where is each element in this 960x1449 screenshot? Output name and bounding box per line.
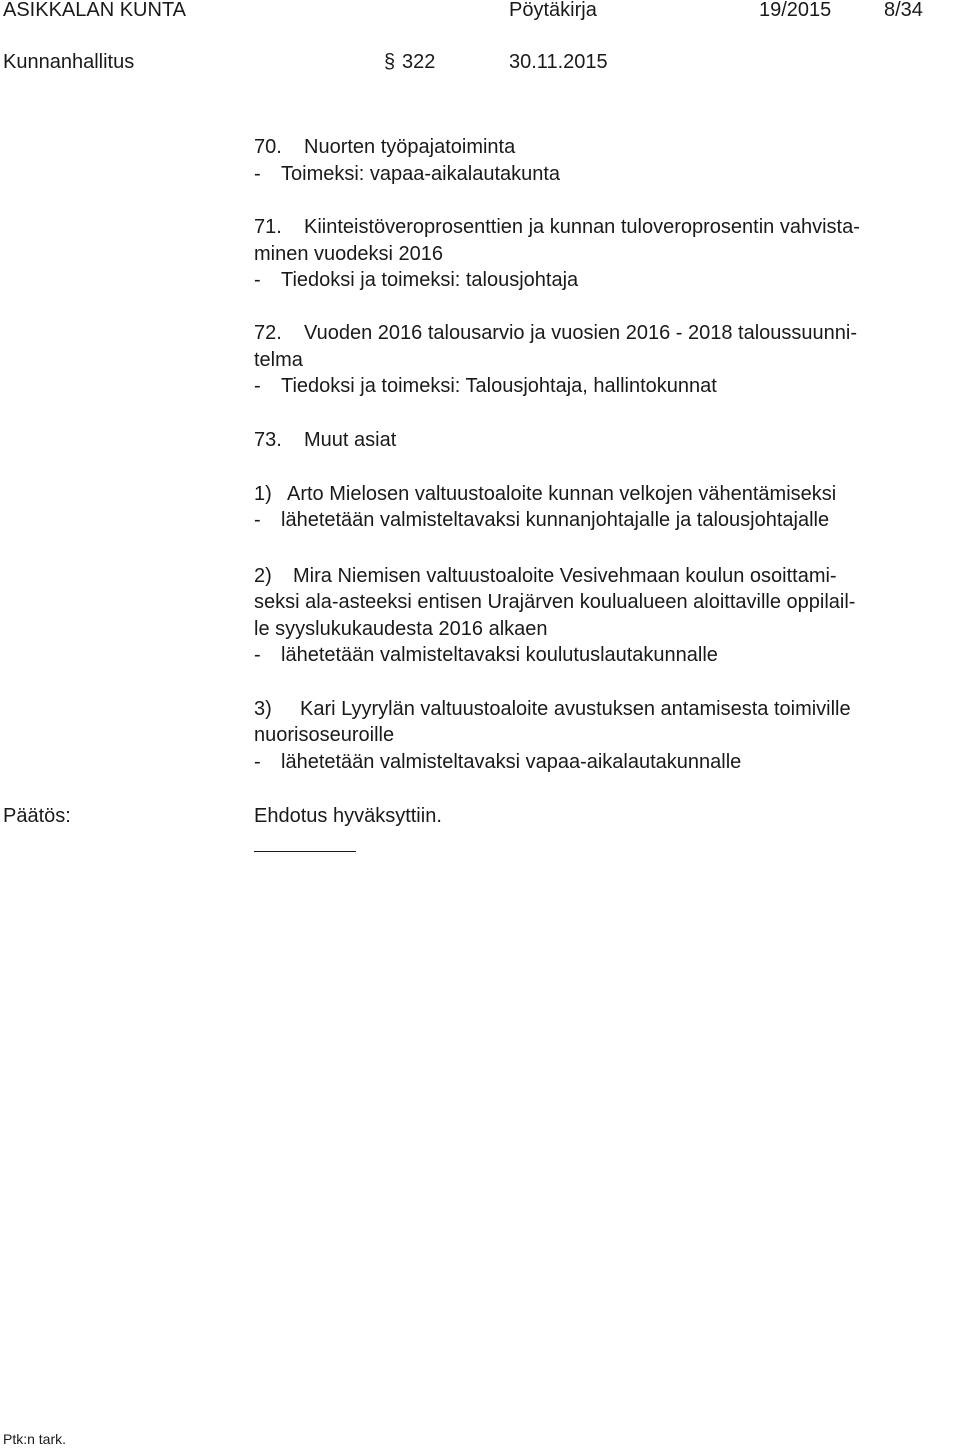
section-number: 322 <box>402 51 436 73</box>
municipality-name: ASIKKALAN KUNTA <box>3 0 187 21</box>
item-71-title-cont: minen vuodeksi 2016 <box>254 243 444 265</box>
document-number: 19/2015 <box>759 0 832 21</box>
decision-text: Ehdotus hyväksyttiin. <box>254 805 442 827</box>
item-73-sub1-action: - lähetetään valmisteltavaksi kunnanjohtajalle ja talousjohtajalle <box>254 509 830 531</box>
item-73-sub3-text-cont: nuorisoseuroille <box>254 724 395 746</box>
item-73-sub2-text-cont2: le syyslukukaudesta 2016 alkaen <box>254 618 548 640</box>
meeting-date: 30.11.2015 <box>509 51 608 73</box>
item-71-action: - Tiedoksi ja toimeksi: talousjohtaja <box>254 269 579 291</box>
item-70-action: - Toimeksi: vapaa-aikalautakunta <box>254 163 561 185</box>
item-73-sub1-text: 1) Arto Mielosen valtuustoaloite kunnan velkojen vähentämiseksi <box>254 483 837 505</box>
item-73-sub2-action: - lähetetään valmisteltavaksi koulutuslautakunnalle <box>254 644 718 666</box>
item-72-action: - Tiedoksi ja toimeksi: Talousjohtaja, hallintokunnat <box>254 375 717 397</box>
document-type: Pöytäkirja <box>509 0 597 21</box>
item-73-sub3-text: 3) Kari Lyyrylän valtuustoaloite avustuksen antamisesta toimiville <box>254 698 851 720</box>
body-name: Kunnanhallitus <box>3 51 135 73</box>
item-70-title: 70. Nuorten työpajatoiminta <box>254 136 516 158</box>
item-73-sub2-text-cont: seksi ala-asteeksi entisen Urajärven koulualueen aloittaville oppilail- <box>254 591 856 613</box>
end-rule <box>254 851 356 852</box>
item-73-sub3-action: - lähetetään valmisteltavaksi vapaa-aikalautakunnalle <box>254 751 742 773</box>
item-72-title: 72. Vuoden 2016 talousarvio ja vuosien 2016 - 2018 taloussuunni- <box>254 322 857 344</box>
item-73-title: 73. Muut asiat <box>254 429 397 451</box>
item-72-title-cont: telma <box>254 349 303 371</box>
item-71-title: 71. Kiinteistöveroprosenttien ja kunnan tuloveroprosentin vahvista- <box>254 216 860 238</box>
minutes-checker-label: Ptk:n tark. <box>3 1431 67 1447</box>
item-73-sub2-text: 2) Mira Niemisen valtuustoaloite Vesivehmaan koulun osoittami- <box>254 565 837 587</box>
page-number: 8/34 <box>884 0 923 21</box>
section-symbol: § <box>384 51 396 73</box>
decision-label: Päätös: <box>3 805 71 827</box>
